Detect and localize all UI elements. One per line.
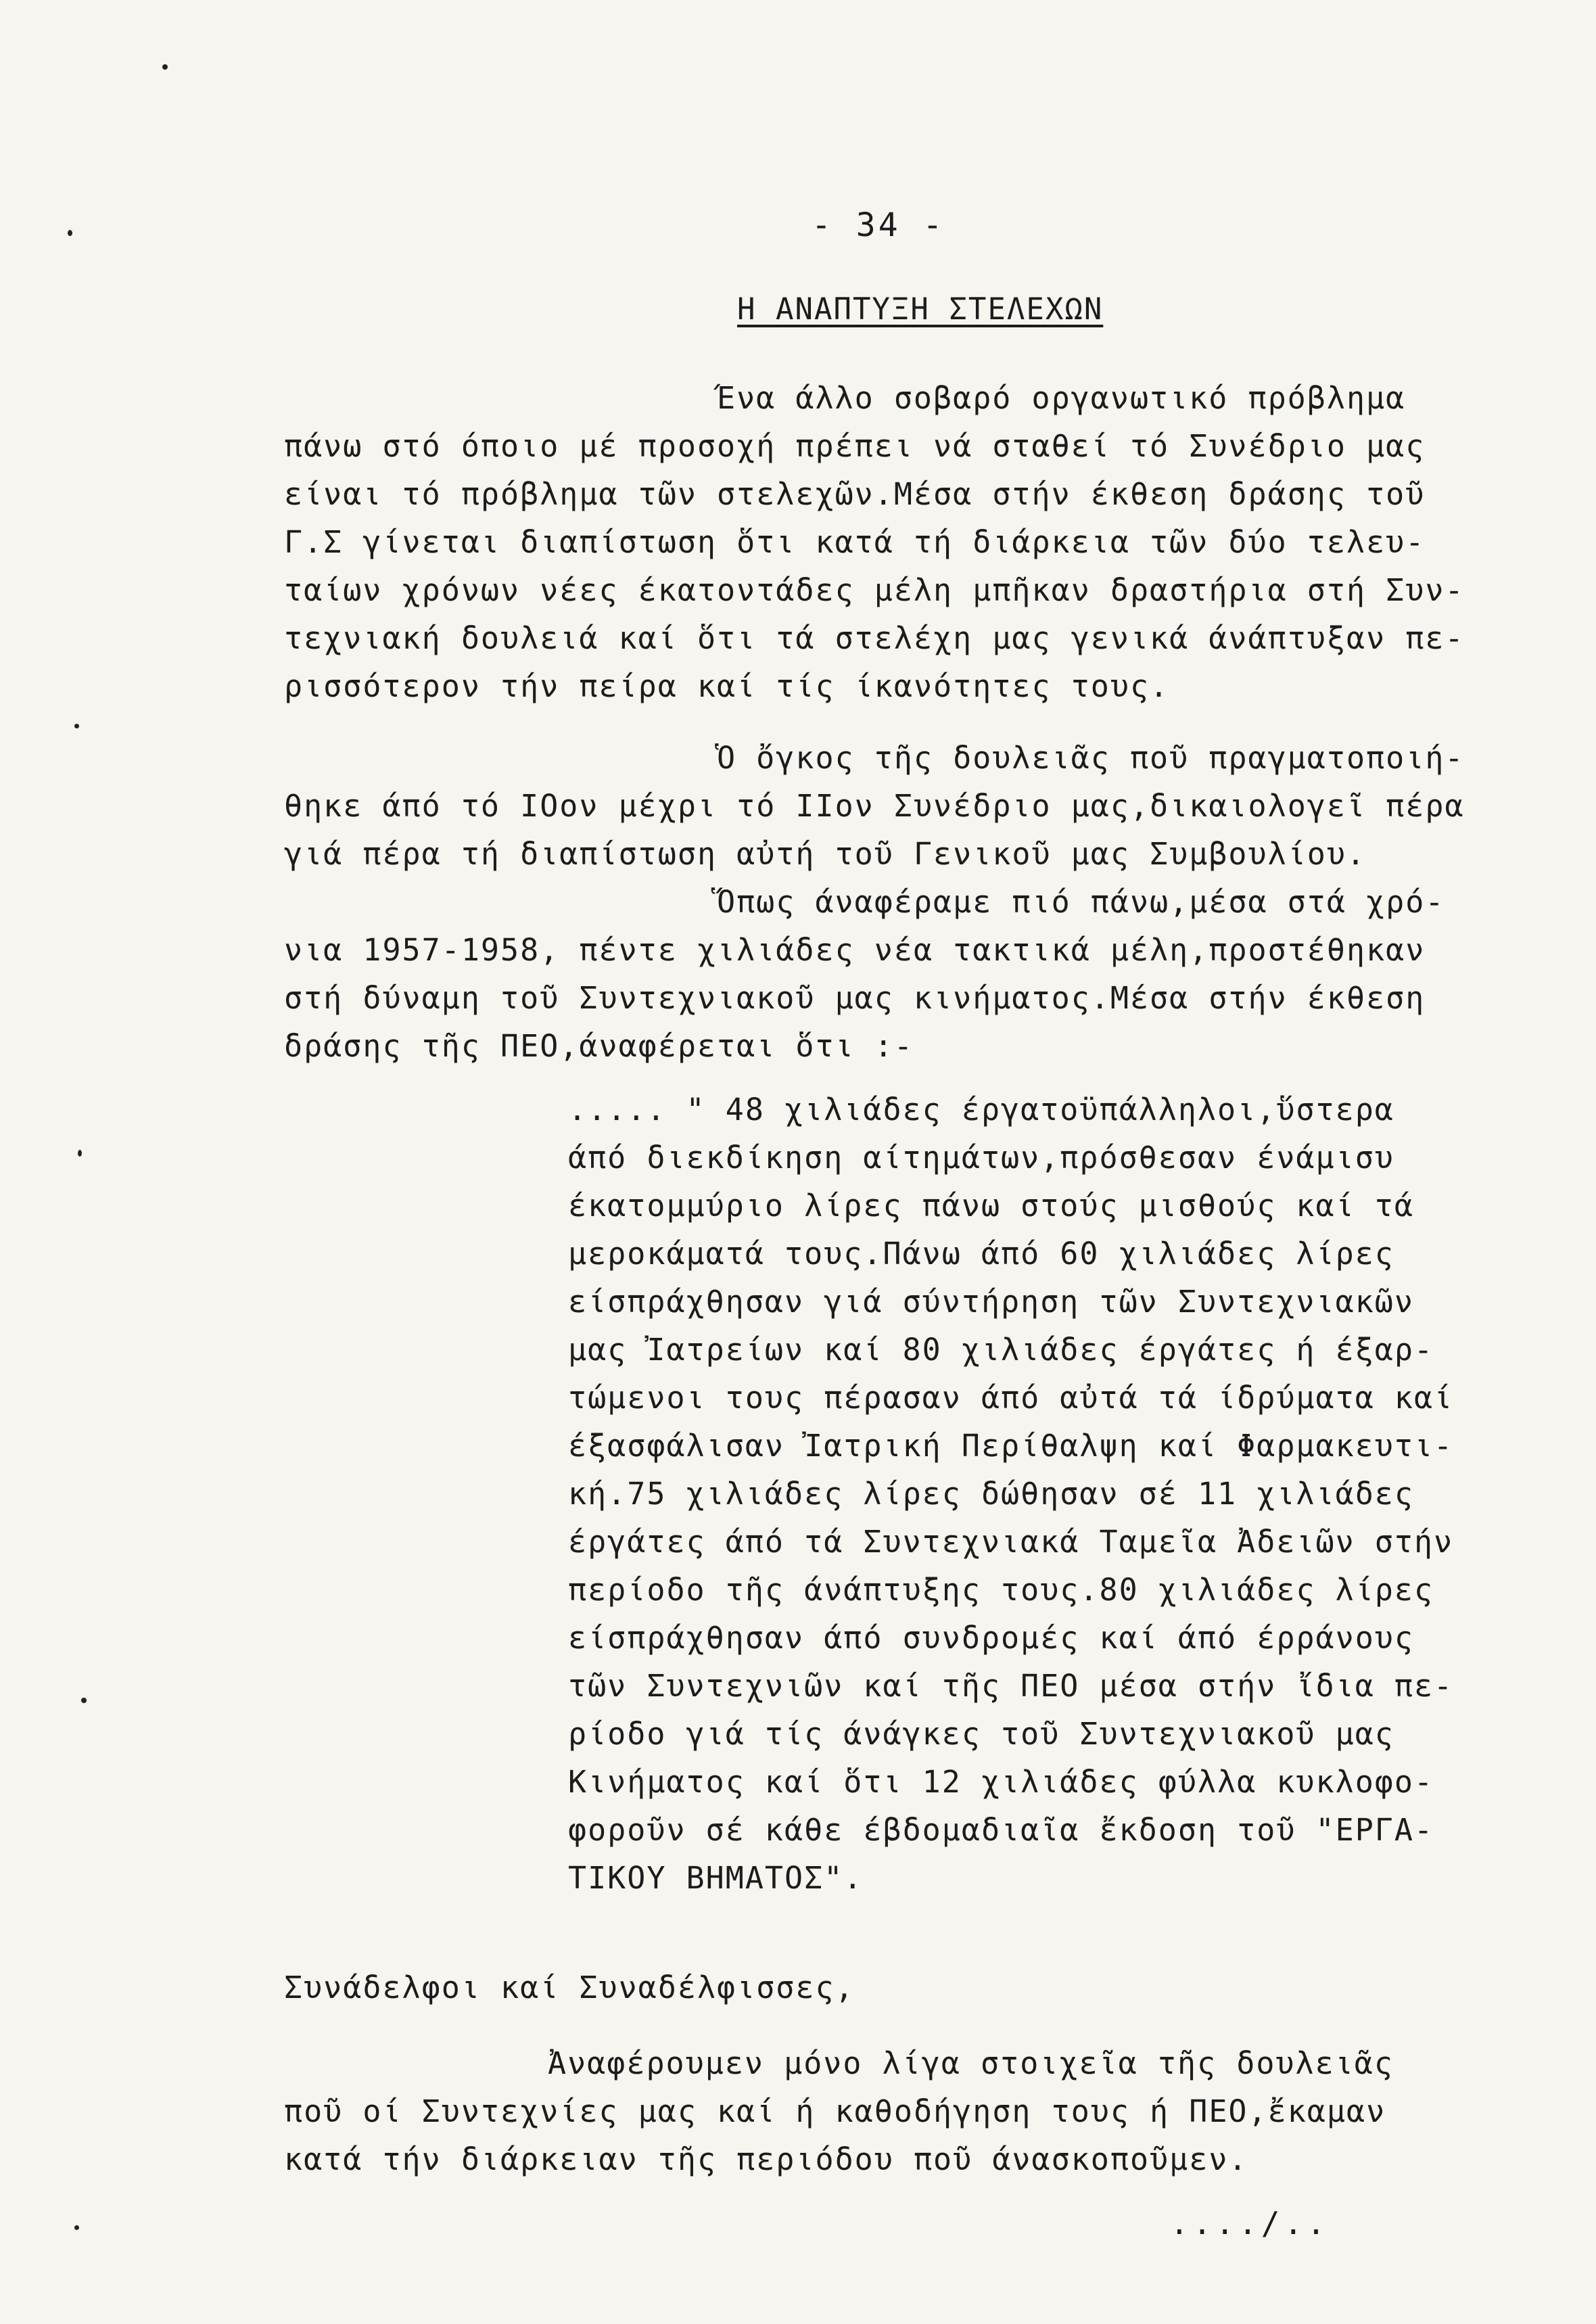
- quote-line: τώμενοι τους πέρασαν άπό αὐτά τά ίδρύματα καί: [568, 1380, 1454, 1416]
- quote-line: φοροῦν σέ κάθε έβδομαδιαῖα ἔκδοση τοῦ "ΕΡΓΑ-: [568, 1812, 1434, 1848]
- quote-line: άπό διεκδίκηση αίτημάτων,πρόσθεσαν ένάμισυ: [568, 1140, 1394, 1176]
- continuation-mark: ..../..: [1170, 2205, 1330, 2241]
- body-line: Γ.Σ γίνεται διαπίστωση ὅτι κατά τή διάρκεια τῶν δύο τελευ-: [284, 524, 1426, 560]
- body-line: γιά πέρα τή διαπίστωση αὐτή τοῦ Γενικοῦ μας Συμβουλίου.: [284, 836, 1367, 872]
- scan-speck: [74, 724, 79, 728]
- section-heading: Η ΑΝΑΠΤΥΞΗ ΣΤΕΛΕΧΩΝ: [737, 292, 1104, 327]
- quote-line: περίοδο τῆς άνάπτυξης τους.80 χιλιάδες λίρες: [568, 1572, 1434, 1608]
- body-line: κατά τήν διάρκειαν τῆς περιόδου ποῦ άνασκοποῦμεν.: [284, 2141, 1248, 2177]
- body-line: είναι τό πρόβλημα τῶν στελεχῶν.Μέσα στήν έκθεση δράσης τοῦ: [284, 476, 1426, 512]
- body-line: θηκε άπό τό ΙΟον μέχρι τό ΙΙον Συνέδριο μας,δικαιολογεῖ πέρα: [284, 788, 1465, 824]
- quote-line: έργάτες άπό τά Συντεχνιακά Ταμεῖα Ἀδειῶν στήν: [568, 1524, 1454, 1560]
- scan-speck: [162, 64, 168, 70]
- page-number: - 34 -: [812, 206, 945, 244]
- body-line: ποῦ οί Συντεχνίες μας καί ή καθοδήγηση τους ή ΠΕΟ,ἔκαμαν: [284, 2093, 1386, 2129]
- quote-line: ..... " 48 χιλιάδες έργατοϋπάλληλοι,ὕστερα: [568, 1092, 1394, 1128]
- quote-line: είσπράχθησαν γιά σύντήρηση τῶν Συντεχνιακῶν: [568, 1284, 1414, 1320]
- body-line: τεχνιακή δουλειά καί ὅτι τά στελέχη μας γενικά άνάπτυξαν πε-: [284, 620, 1465, 656]
- quote-line: είσπράχθησαν άπό συνδρομές καί άπό έρράνους: [568, 1620, 1414, 1656]
- scan-speck: [78, 1150, 82, 1157]
- scan-speck: [81, 1698, 87, 1703]
- quote-line: μας Ἰατρείων καί 80 χιλιάδες έργάτες ή έξαρ-: [568, 1332, 1434, 1368]
- body-line: στή δύναμη τοῦ Συντεχνιακοῦ μας κινήματος.Μέσα στήν έκθεση: [284, 980, 1426, 1016]
- body-line: Ἀναφέρουμεν μόνο λίγα στοιχεῖα τῆς δουλειᾶς: [548, 2045, 1394, 2081]
- body-line: δράσης τῆς ΠΕΟ,άναφέρεται ὅτι :-: [284, 1028, 914, 1064]
- body-line: πάνω στό όποιο μέ προσοχή πρέπει νά σταθεί τό Συνέδριο μας: [284, 428, 1426, 464]
- body-line: ταίων χρόνων νέες έκατοντάδες μέλη μπῆκαν δραστήρια στή Συν-: [284, 572, 1465, 608]
- body-line: Ὁ ὄγκος τῆς δουλειᾶς ποῦ πραγματοποιή-: [717, 740, 1465, 776]
- quote-line: έξασφάλισαν Ἰατρική Περίθαλψη καί Φαρμακευτι-: [568, 1428, 1454, 1464]
- scan-speck: [68, 230, 72, 236]
- quote-line: κή.75 χιλιάδες λίρες δώθησαν σέ 11 χιλιάδες: [568, 1476, 1414, 1512]
- quote-line: έκατομμύριο λίρες πάνω στούς μισθούς καί τά: [568, 1188, 1414, 1224]
- body-line: νια 1957-1958, πέντε χιλιάδες νέα τακτικά μέλη,προστέθηκαν: [284, 932, 1426, 968]
- quote-line: ρίοδο γιά τίς άνάγκες τοῦ Συντεχνιακοῦ μας: [568, 1716, 1394, 1752]
- quote-line: Κινήματος καί ὅτι 12 χιλιάδες φύλλα κυκλοφο-: [568, 1764, 1434, 1800]
- scan-speck: [74, 2225, 79, 2230]
- body-line: ρισσότερον τήν πείρα καί τίς ίκανότητες τους.: [284, 668, 1170, 704]
- quote-line: μεροκάματά τους.Πάνω άπό 60 χιλιάδες λίρες: [568, 1236, 1394, 1272]
- body-line: Ένα άλλο σοβαρό οργανωτικό πρόβλημα: [717, 380, 1406, 416]
- quote-line: τῶν Συντεχνιῶν καί τῆς ΠΕΟ μέσα στήν ἴδια πε-: [568, 1668, 1454, 1704]
- body-line: Ὅπως άναφέραμε πιό πάνω,μέσα στά χρό-: [717, 884, 1445, 920]
- quote-line: ΤΙΚΟΥ ΒΗΜΑΤΟΣ".: [568, 1860, 864, 1896]
- salutation-line: Συνάδελφοι καί Συναδέλφισσες,: [284, 1970, 855, 2005]
